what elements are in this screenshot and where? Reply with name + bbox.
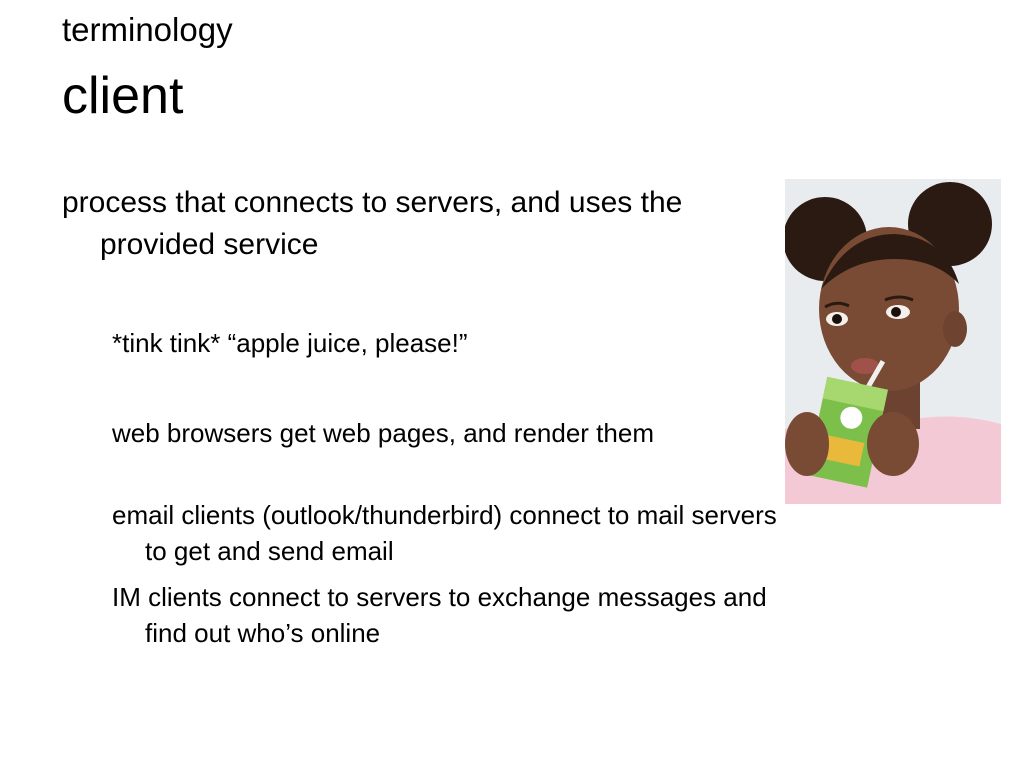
bullet-item: web browsers get web pages, and render them (112, 418, 654, 448)
bullet-item: IM clients connect to servers to exchange messages and find out who’s online (112, 582, 767, 648)
child-photo (785, 179, 1001, 504)
definition-text: process that connects to servers, and uses the provided service (62, 186, 683, 261)
slide-kicker: terminology (62, 11, 233, 48)
bullet-item: *tink tink* “apple juice, please!” (112, 328, 468, 358)
slide-title: client (62, 67, 184, 125)
bullet-item: email clients (outlook/thunderbird) connect to mail servers to get and send email (112, 500, 777, 566)
